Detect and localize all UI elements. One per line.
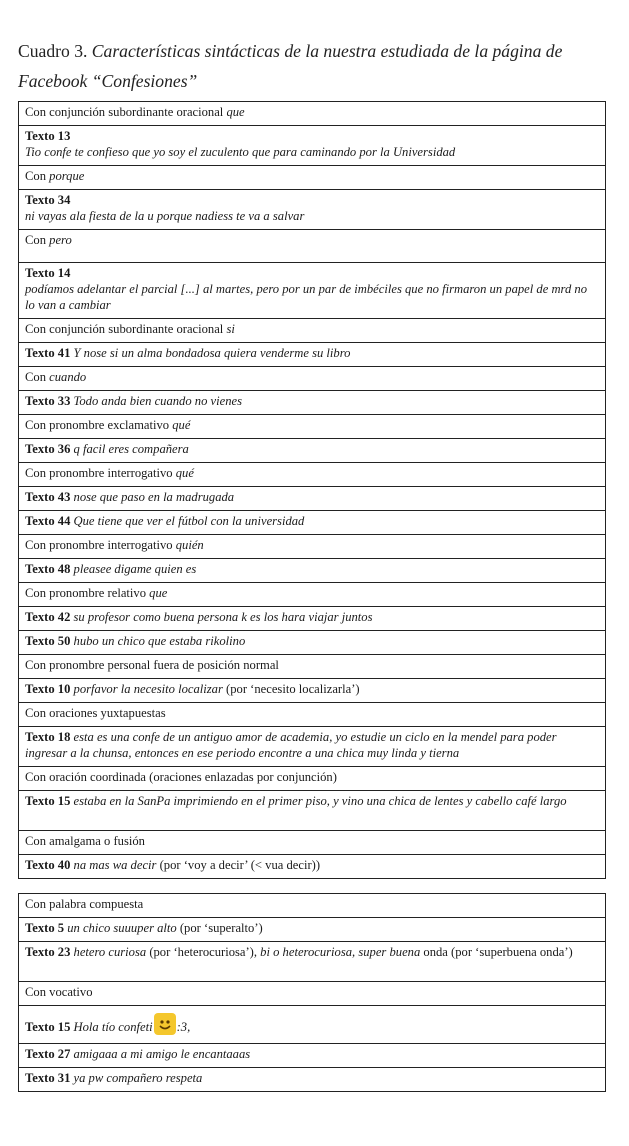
text-label: Texto 48 bbox=[25, 562, 71, 576]
example-text: su profesor como buena persona k es los hara viajar juntos bbox=[70, 610, 373, 624]
category-header bbox=[19, 463, 606, 487]
example-cell bbox=[19, 942, 606, 982]
category-header bbox=[19, 415, 606, 439]
example-cell bbox=[19, 439, 606, 463]
example-note: (por ‘superalto’) bbox=[176, 921, 263, 935]
text-label: Texto 27 bbox=[25, 1047, 71, 1061]
example-cell bbox=[19, 607, 606, 631]
table-row bbox=[19, 607, 606, 631]
category-header bbox=[19, 535, 606, 559]
example-cell bbox=[19, 190, 606, 230]
example-cell bbox=[19, 679, 606, 703]
category-header bbox=[19, 767, 606, 791]
example-cell bbox=[19, 918, 606, 942]
category-term: que bbox=[149, 586, 168, 600]
example-text: ya pw compañero respeta bbox=[70, 1071, 203, 1085]
example-text: na mas wa decir bbox=[70, 858, 157, 872]
category-header bbox=[19, 319, 606, 343]
category-term: si bbox=[226, 322, 235, 336]
category-label: Con pronombre exclamativo bbox=[25, 418, 173, 432]
category-header bbox=[19, 102, 606, 126]
text-label: Texto 42 bbox=[25, 610, 71, 624]
table-row bbox=[19, 1044, 606, 1068]
category-term: que bbox=[226, 105, 245, 119]
caption-label: Cuadro 3. bbox=[18, 41, 88, 61]
example-cell bbox=[19, 559, 606, 583]
text-label: Texto 50 bbox=[25, 634, 71, 648]
example-text: amigaaa a mi amigo le encantaaas bbox=[70, 1047, 251, 1061]
category-label: Con bbox=[25, 233, 50, 247]
table-row bbox=[19, 583, 606, 607]
example-note: (por ‘voy a decir’ (< vua decir)) bbox=[156, 858, 321, 872]
category-label: Con amalgama o fusión bbox=[25, 834, 145, 848]
text-label: Texto 33 bbox=[25, 394, 71, 408]
example-note: (por ‘necesito localizarla’) bbox=[222, 682, 360, 696]
example-text: podíamos adelantar el parcial [...] al martes, pero por un par de imbéciles que no firmaron un papel de mrd no lo van a cambiar bbox=[25, 282, 588, 312]
category-label: Con pronombre personal fuera de posición normal bbox=[25, 658, 279, 672]
category-label: Con conjunción subordinante oracional bbox=[25, 105, 227, 119]
caption-title: Características sintácticas de la nuestra estudiada de la página de bbox=[91, 41, 563, 61]
table-row bbox=[19, 655, 606, 679]
table-row bbox=[19, 511, 606, 535]
example-cell bbox=[19, 1068, 606, 1092]
text-label: Texto 40 bbox=[25, 858, 71, 872]
text-label: Texto 34 bbox=[25, 193, 71, 207]
table-row bbox=[19, 487, 606, 511]
example-text: esta es una confe de un antiguo amor de academia, yo estudie un ciclo en la mendel para poder ingresar a la chunsa, entonces en ese periodo encontre a una chica muy linda y tierna bbox=[25, 730, 557, 760]
example-text: Que tiene que ver el fútbol con la universidad bbox=[70, 514, 305, 528]
table-row bbox=[19, 942, 606, 982]
example-cell bbox=[19, 631, 606, 655]
category-term: cuando bbox=[49, 370, 87, 384]
table-row bbox=[19, 343, 606, 367]
table-row bbox=[19, 439, 606, 463]
table-row bbox=[19, 1068, 606, 1092]
text-label: Texto 31 bbox=[25, 1071, 71, 1085]
example-cell bbox=[19, 391, 606, 415]
example-cell bbox=[19, 1044, 606, 1068]
example-cell bbox=[19, 126, 606, 166]
text-label: Texto 41 bbox=[25, 346, 71, 360]
text-label: Texto 36 bbox=[25, 442, 71, 456]
example-cell bbox=[19, 1006, 606, 1044]
example-cell bbox=[19, 727, 606, 767]
example-text: q facil eres compañera bbox=[70, 442, 189, 456]
text-label: Texto 43 bbox=[25, 490, 71, 504]
category-label: Con pronombre interrogativo bbox=[25, 466, 176, 480]
category-header bbox=[19, 367, 606, 391]
table-row bbox=[19, 1006, 606, 1044]
category-header bbox=[19, 166, 606, 190]
table-row bbox=[19, 855, 606, 879]
table-row bbox=[19, 535, 606, 559]
category-label: Con conjunción subordinante oracional bbox=[25, 322, 227, 336]
table-caption bbox=[18, 36, 618, 96]
example-text: pleasee digame quien es bbox=[70, 562, 197, 576]
table-row bbox=[19, 190, 606, 230]
example-text: ni vayas ala fiesta de la u porque nadiess te va a salvar bbox=[25, 209, 305, 223]
example-text: Tio confe te confieso que yo soy el zuculento que para caminando por la Universidad bbox=[25, 145, 456, 159]
text-label: Texto 10 bbox=[25, 682, 71, 696]
example-text: estaba en la SanPa imprimiendo en el primer piso, y vino una chica de lentes y cabello café largo bbox=[70, 794, 567, 808]
example-text: :3, bbox=[176, 1020, 191, 1034]
table-row bbox=[19, 767, 606, 791]
table-row bbox=[19, 319, 606, 343]
example-text: hubo un chico que estaba rikolino bbox=[70, 634, 246, 648]
example-cell bbox=[19, 511, 606, 535]
smiley-emoji-icon bbox=[154, 1013, 176, 1035]
example-text: nose que paso en la madrugada bbox=[70, 490, 235, 504]
example-text: un chico suuuper alto bbox=[64, 921, 177, 935]
table-row bbox=[19, 463, 606, 487]
table-row bbox=[19, 791, 606, 831]
table-row bbox=[19, 391, 606, 415]
table-row bbox=[19, 631, 606, 655]
category-label: Con oraciones yuxtapuestas bbox=[25, 706, 166, 720]
example-text: Todo anda bien cuando no vienes bbox=[70, 394, 243, 408]
table-row bbox=[19, 703, 606, 727]
table-row bbox=[19, 415, 606, 439]
table-row bbox=[19, 263, 606, 319]
table-row bbox=[19, 126, 606, 166]
example-text: hetero curiosa bbox=[70, 945, 147, 959]
example-note: onda (por ‘superbuena onda’) bbox=[420, 945, 573, 959]
text-label: Texto 14 bbox=[25, 266, 71, 280]
table-row bbox=[19, 918, 606, 942]
table-row bbox=[19, 679, 606, 703]
category-label: Con pronombre relativo bbox=[25, 586, 150, 600]
category-term: qué bbox=[172, 418, 191, 432]
category-header bbox=[19, 703, 606, 727]
text-label: Texto 18 bbox=[25, 730, 71, 744]
category-label: Con bbox=[25, 370, 50, 384]
category-label: Con oración coordinada (oraciones enlazadas por conjunción) bbox=[25, 770, 337, 784]
caption-title-line2: Facebook “Confesiones” bbox=[18, 71, 198, 91]
text-label: Texto 15 bbox=[25, 1020, 71, 1034]
category-header bbox=[19, 655, 606, 679]
table-row bbox=[19, 559, 606, 583]
example-cell bbox=[19, 791, 606, 831]
category-header bbox=[19, 583, 606, 607]
example-text: Y nose si un alma bondadosa quiera venderme su libro bbox=[70, 346, 351, 360]
example-cell bbox=[19, 343, 606, 367]
example-note: (por ‘heterocuriosa’), bbox=[146, 945, 261, 959]
table-row bbox=[19, 230, 606, 263]
example-text: bi o heterocuriosa, super buena bbox=[260, 945, 421, 959]
table-row bbox=[19, 982, 606, 1006]
category-header bbox=[19, 230, 606, 263]
category-term: qué bbox=[175, 466, 194, 480]
category-term: pero bbox=[49, 233, 72, 247]
category-term: porque bbox=[49, 169, 85, 183]
category-label: Con pronombre interrogativo bbox=[25, 538, 176, 552]
text-label: Texto 5 bbox=[25, 921, 65, 935]
category-header bbox=[19, 831, 606, 855]
text-label: Texto 13 bbox=[25, 129, 71, 143]
category-label: Con bbox=[25, 169, 50, 183]
text-label: Texto 44 bbox=[25, 514, 71, 528]
text-label: Texto 23 bbox=[25, 945, 71, 959]
category-term: quién bbox=[175, 538, 204, 552]
example-text: Hola tío confeti bbox=[70, 1020, 153, 1034]
example-cell bbox=[19, 855, 606, 879]
syntax-table-1 bbox=[18, 101, 606, 879]
example-cell bbox=[19, 487, 606, 511]
table-row bbox=[19, 166, 606, 190]
table-row bbox=[19, 102, 606, 126]
table-row bbox=[19, 727, 606, 767]
text-label: Texto 15 bbox=[25, 794, 71, 808]
category-header: Con palabra compuesta bbox=[19, 894, 606, 918]
example-text: porfavor la necesito localizar bbox=[70, 682, 223, 696]
category-header: Con vocativo bbox=[19, 982, 606, 1006]
table-row bbox=[19, 894, 606, 918]
table-row bbox=[19, 367, 606, 391]
example-cell bbox=[19, 263, 606, 319]
syntax-table-2 bbox=[18, 893, 606, 1092]
table-row bbox=[19, 831, 606, 855]
